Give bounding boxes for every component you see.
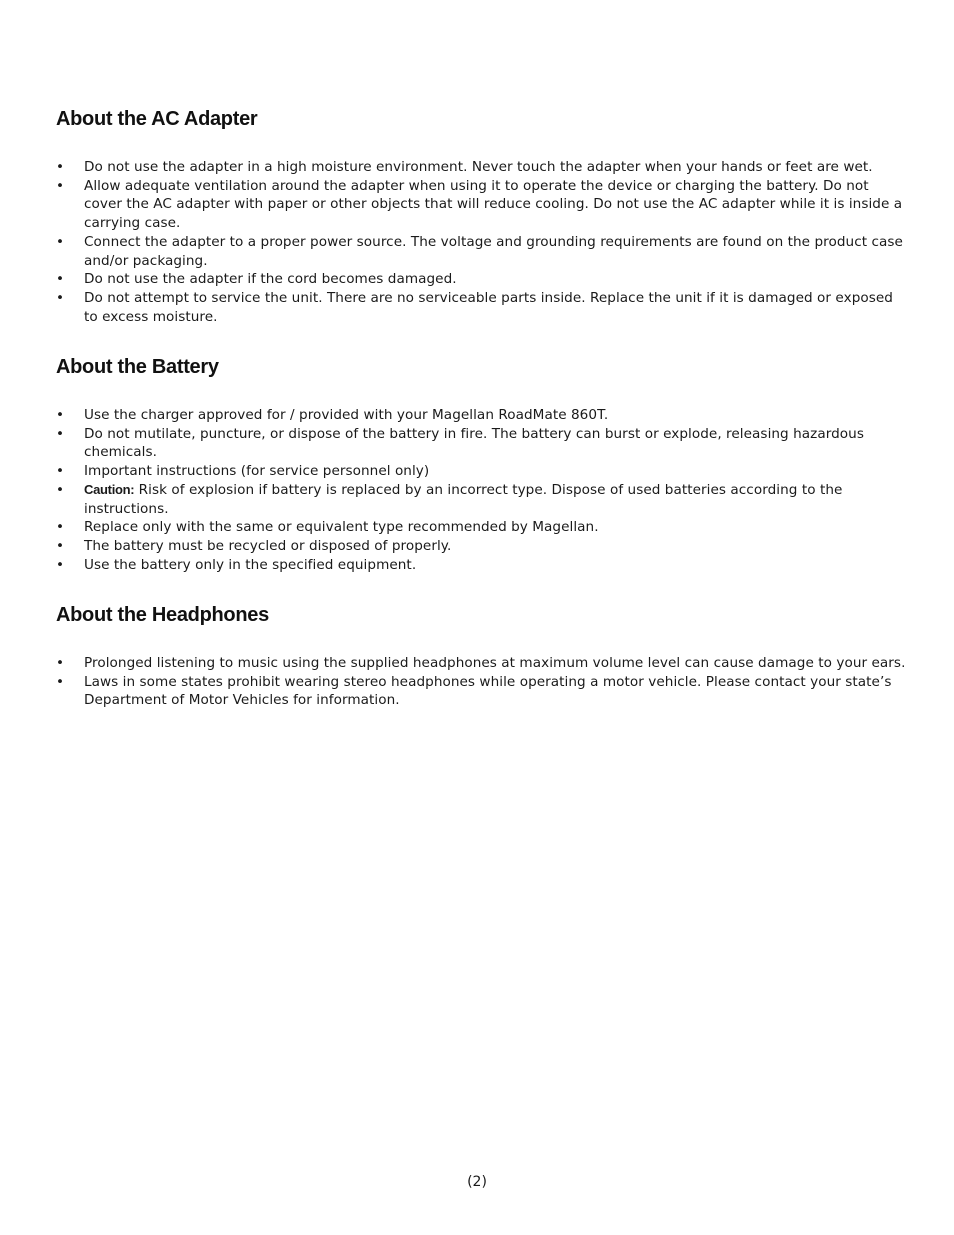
list-item-caution [56, 481, 906, 518]
bullet-icon: • [56, 519, 65, 536]
list-item-text: Laws in some states prohibit wearing stereo headphones while operating a motor vehicle. Please contact your state’s Department of Motor Vehicles for information. [84, 673, 892, 709]
bullet-icon: • [56, 159, 65, 175]
bullet-icon: • [56, 481, 65, 498]
bullet-icon: • [56, 289, 65, 306]
bullet-icon: • [56, 425, 65, 442]
caution-label: Caution: [84, 481, 135, 497]
section-ac-adapter [56, 106, 906, 326]
list-item [56, 406, 906, 425]
list-item [56, 270, 906, 289]
list-item-text: Risk of explosion if battery is replaced by an incorrect type. Dispose of used batteries according to the instructions. [84, 481, 843, 517]
list-item-text: Connect the adapter to a proper power source. The voltage and grounding requirements are found on the product case and/or packaging. [84, 233, 903, 269]
bullet-icon: • [56, 463, 65, 480]
page-number: (2) [467, 1174, 487, 1190]
bullet-icon: • [56, 673, 65, 690]
section-heading-battery: About the Battery [56, 356, 219, 378]
list-item [56, 233, 906, 270]
section-battery [56, 354, 906, 574]
list-item [56, 177, 906, 233]
bullet-icon: • [56, 407, 65, 423]
list-item [56, 425, 906, 462]
list-item-text: Do not use the adapter in a high moisture environment. Never touch the adapter when your hands or feet are wet. [84, 159, 873, 175]
list-item-text: Use the battery only in the specified equipment. [84, 556, 417, 573]
list-item [56, 673, 906, 710]
bullet-icon: • [56, 556, 65, 573]
battery-list [56, 406, 906, 574]
bullet-icon: • [56, 233, 65, 250]
list-item-text: Do not use the adapter if the cord becomes damaged. [84, 271, 457, 288]
list-item-text: Important instructions (for service personnel only) [84, 463, 430, 480]
list-item [56, 537, 906, 556]
list-item-text: Prolonged listening to music using the supplied headphones at maximum volume level can cause damage to your ears. [84, 655, 906, 671]
section-headphones [56, 602, 906, 710]
headphones-list [56, 654, 906, 710]
list-item [56, 289, 906, 326]
bullet-icon: • [56, 655, 65, 671]
ac-adapter-list [56, 158, 906, 326]
bullet-icon: • [56, 537, 65, 554]
section-heading-ac-adapter: About the AC Adapter [56, 108, 258, 130]
list-item [56, 518, 906, 537]
list-item-text: Allow adequate ventilation around the adapter when using it to operate the device or charging the battery. Do not cover the AC adapter with paper or other objects that will reduce cooling. Do not use the AC adapter while it is inside a carrying case. [84, 177, 903, 232]
list-item [56, 158, 906, 177]
list-item [56, 654, 906, 673]
list-item-text: Do not attempt to service the unit. There are no serviceable parts inside. Replace the unit if it is damaged or exposed to excess moisture. [84, 289, 893, 325]
list-item-text: Do not mutilate, puncture, or dispose of the battery in fire. The battery can burst or explode, releasing hazardous chemicals. [84, 425, 864, 461]
list-item [56, 462, 906, 481]
list-item [56, 556, 906, 575]
bullet-icon: • [56, 271, 65, 288]
bullet-icon: • [56, 177, 65, 194]
list-item-text: Use the charger approved for / provided with your Magellan RoadMate 860T. [84, 407, 609, 423]
list-item-text: The battery must be recycled or disposed of properly. [84, 537, 452, 554]
list-item-text: Replace only with the same or equivalent type recommended by Magellan. [84, 519, 599, 536]
section-heading-headphones: About the Headphones [56, 604, 269, 626]
